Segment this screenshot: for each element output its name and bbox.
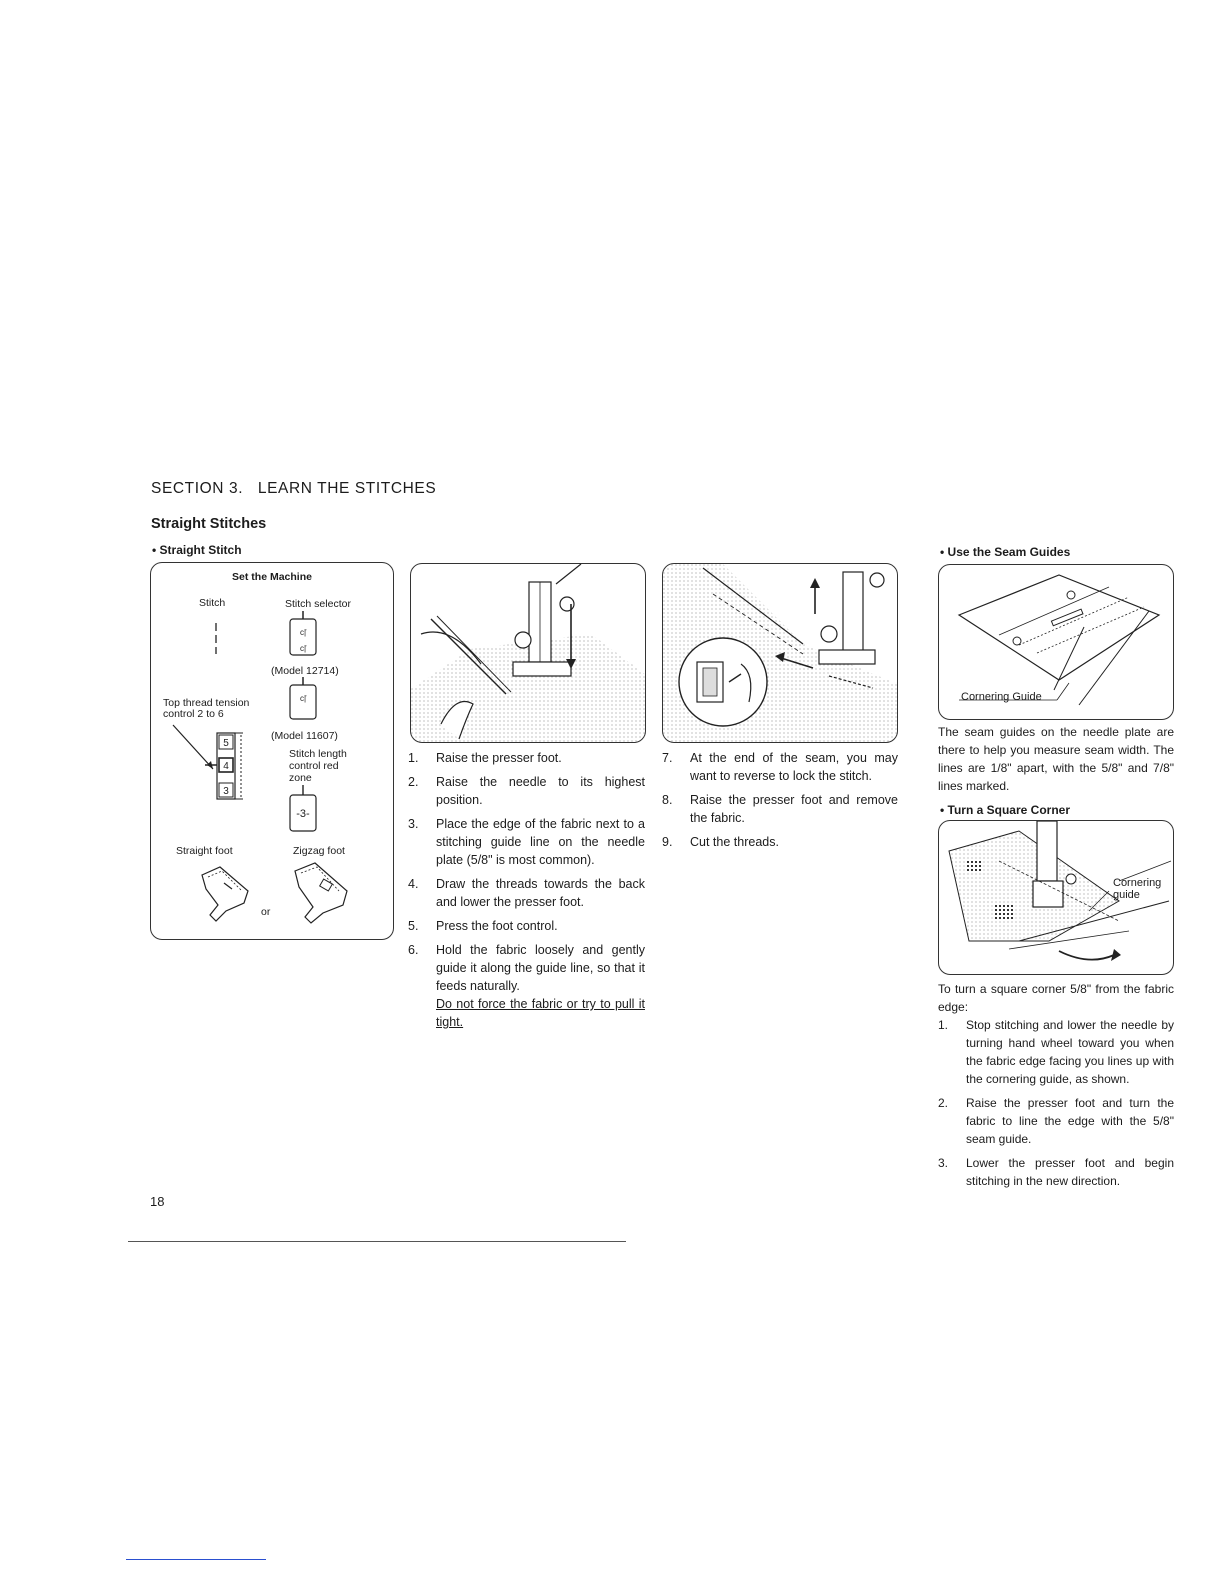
step-text: Stop stitching and lower the needle by turning hand wheel toward you when the fabric edge facing you lines up with the cornering guide, as shown. (966, 1018, 1174, 1086)
step-item (408, 917, 645, 935)
step-number: 4. (408, 877, 419, 891)
corner-step-item (938, 1154, 1174, 1190)
step-text: Place the edge of the fabric next to a stitching guide line on the needle plate (5/8" is most common). (436, 817, 645, 867)
stitch-length-line1: Stitch length (289, 748, 347, 760)
step-item (408, 773, 645, 809)
straight-stitch-icon (211, 621, 221, 655)
cornering-guide-label: Cornering Guide (961, 691, 1042, 703)
subsection-title: Straight Stitches (151, 516, 267, 532)
stitch-label: Stitch (199, 597, 226, 609)
stitch-length-dial-icon (285, 785, 321, 835)
step-number: 9. (662, 835, 673, 849)
step-text: Raise the presser foot and remove the fabric. (690, 793, 898, 825)
cornering-label-line2: guide (1113, 889, 1140, 901)
step-warning-note: Do not force the fabric or try to pull it tight. (436, 997, 645, 1029)
stitch-selector-dial-2-icon (285, 677, 321, 721)
model-12714-label: (Model 12714) (271, 665, 339, 677)
step-text: Cut the threads. (690, 835, 779, 849)
footer-link-underline (126, 1559, 266, 1560)
step-item (408, 815, 645, 869)
seam-guides-paragraph: The seam guides on the needle plate are there to help you measure seam width. The lines are 1/8" apart, with the 5/8" and 7/8" lines marked. (938, 725, 1174, 793)
step-item (662, 833, 898, 851)
corner-step-item (938, 1016, 1174, 1088)
step-text: Raise the needle to its highest position. (436, 775, 645, 807)
tension-value-4: 4 (223, 761, 229, 772)
straight-foot-icon (196, 863, 256, 925)
step-item (408, 749, 645, 767)
steps-column-2 (662, 749, 898, 857)
square-corner-figure (938, 820, 1174, 975)
square-corner-heading: • Turn a Square Corner (940, 803, 1071, 817)
straight-foot-label: Straight foot (176, 845, 233, 857)
steps-column-1 (408, 749, 645, 1037)
section-title: SECTION 3. LEARN THE STITCHES (151, 480, 437, 497)
svg-text:c|͗: c|͗ (299, 644, 307, 653)
zigzag-foot-icon (289, 861, 355, 927)
step-number: 2. (938, 1096, 949, 1110)
page-number: 18 (150, 1194, 165, 1209)
step-number: 3. (408, 817, 419, 831)
tension-label (163, 698, 249, 720)
seam-guides-heading: • Use the Seam Guides (940, 545, 1071, 559)
step-number: 3. (938, 1156, 949, 1170)
step-item (662, 749, 898, 785)
set-machine-title: Set the Machine (232, 571, 312, 583)
square-corner-intro: To turn a square corner 5/8" from the fabric edge: (938, 982, 1174, 1014)
step-number: 2. (408, 775, 419, 789)
step-number: 6. (408, 943, 419, 957)
step-number: 8. (662, 793, 673, 807)
tension-label-line1: Top thread tension (163, 697, 250, 709)
stitch-length-line2: control red (289, 760, 339, 772)
step-number: 1. (938, 1018, 949, 1032)
zigzag-foot-label: Zigzag foot (293, 845, 345, 857)
step-item (662, 791, 898, 827)
model-11607-label: (Model 11607) (271, 730, 338, 742)
presser-foot-figure (410, 563, 646, 743)
tension-value-5: 5 (223, 738, 229, 749)
tension-dial-icon (171, 723, 261, 803)
seam-guides-figure (938, 564, 1174, 720)
cornering-label-line1: Cornering (1113, 877, 1162, 889)
square-corner-steps (938, 1016, 1174, 1196)
or-label: or (261, 906, 271, 918)
step-text: Lower the presser foot and begin stitching in the new direction. (966, 1156, 1174, 1188)
step-item (408, 941, 645, 1031)
stitch-length-label (289, 748, 347, 784)
stitch-selector-label: Stitch selector (285, 598, 351, 610)
stitch-length-line3: zone (289, 772, 312, 784)
step-text: Draw the threads towards the back and lower the presser foot. (436, 877, 645, 909)
step-text: Hold the fabric loosely and gently guide it along the guide line, so that it feeds naturally. (436, 943, 645, 993)
step-text: At the end of the seam, you may want to reverse to lock the stitch. (690, 751, 898, 783)
step-text: Press the foot control. (436, 919, 558, 933)
bottom-rule (128, 1241, 626, 1242)
step-number: 7. (662, 751, 673, 765)
reverse-stitch-figure (662, 563, 898, 743)
reverse-stitch-illustration (663, 564, 897, 742)
corner-step-item (938, 1094, 1174, 1148)
svg-text:c|͗: c|͗ (299, 694, 307, 703)
stitch-length-value: -3- (296, 808, 310, 820)
set-machine-box (150, 562, 394, 940)
step-text: Raise the presser foot. (436, 751, 562, 765)
cornering-guide-callout (1113, 877, 1161, 901)
step-number: 5. (408, 919, 419, 933)
step-text: Raise the presser foot and turn the fabric to line the edge with the 5/8" seam guide. (966, 1096, 1174, 1146)
tension-label-line2: control 2 to 6 (163, 708, 224, 720)
sewing-needle-illustration (411, 564, 645, 742)
svg-text:c|͗: c|͗ (299, 628, 307, 637)
tension-value-3: 3 (223, 786, 229, 797)
straight-stitch-heading: • Straight Stitch (152, 543, 242, 557)
stitch-selector-dial-icon (285, 611, 321, 669)
step-item (408, 875, 645, 911)
step-number: 1. (408, 751, 419, 765)
